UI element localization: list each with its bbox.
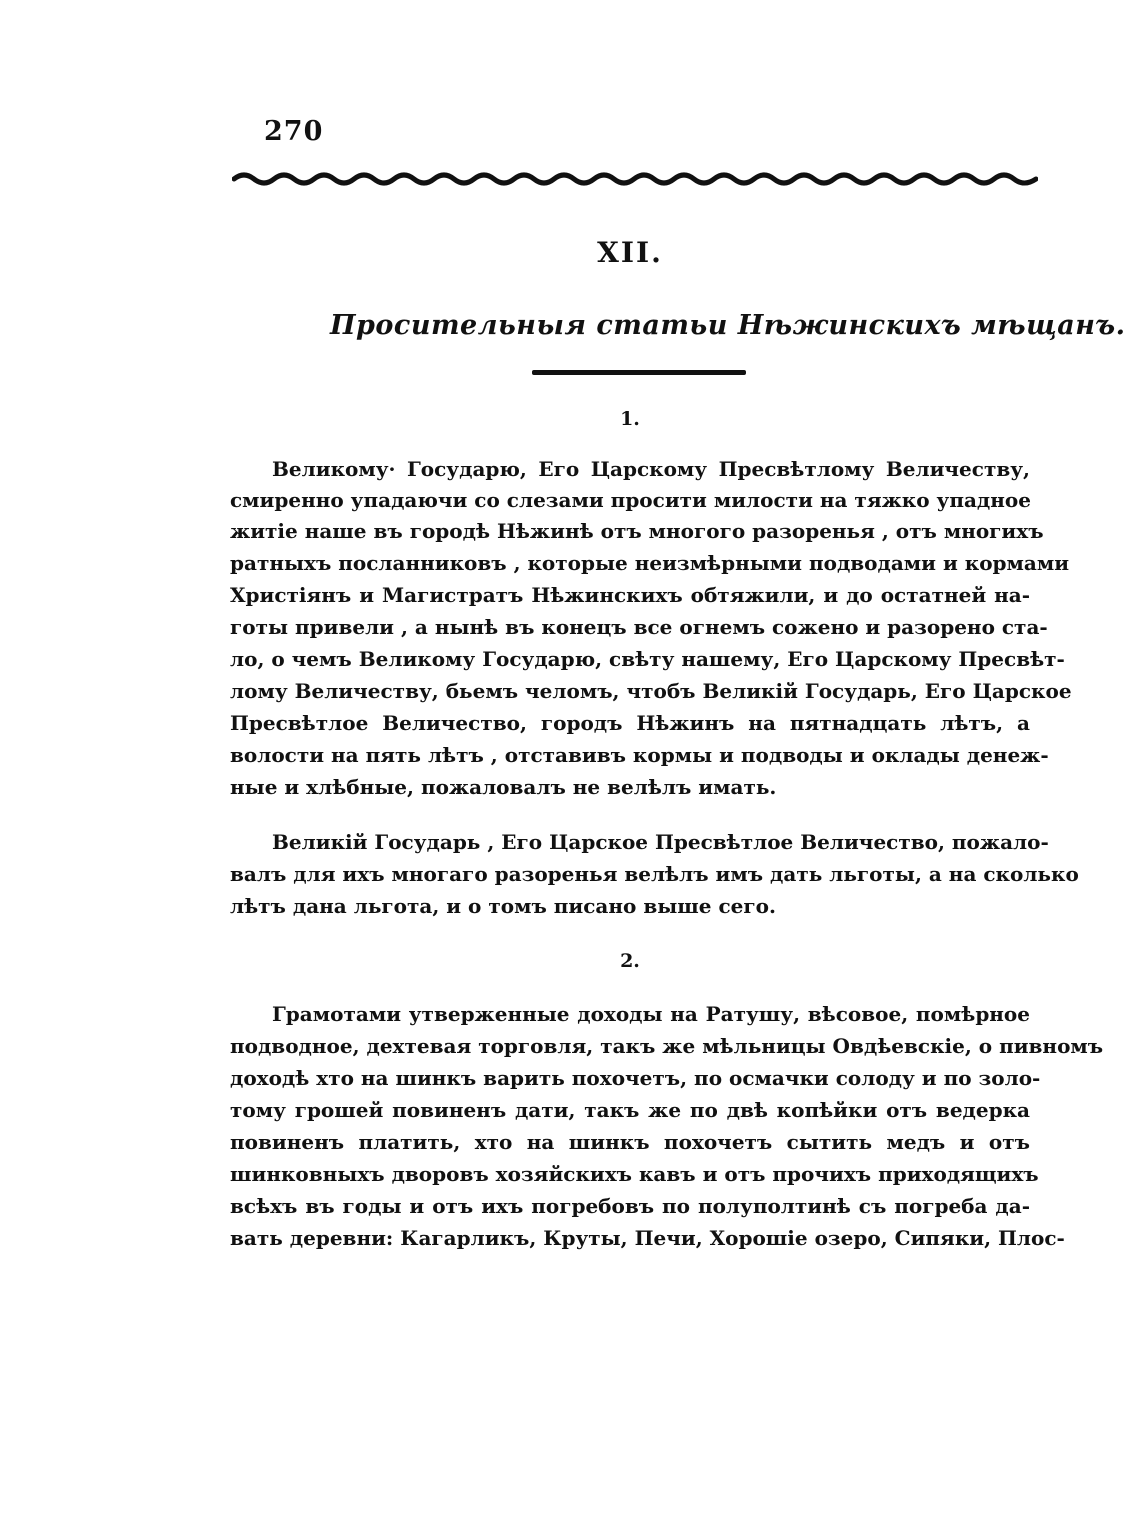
text-line: Великій Государь , Его Царское Пресвѣтлое Величество, пожало- xyxy=(272,830,1049,854)
text-line: лѣтъ дана льгота, и о томъ писано выше сего. xyxy=(230,894,776,918)
text-line: всѣхъ въ годы и отъ ихъ погребовъ по полуполтинѣ съ погреба да- xyxy=(230,1194,1030,1218)
text-line: волости на пять лѣтъ , отставивъ кормы и подводы и оклады денеж- xyxy=(230,743,1049,767)
text-line: доходѣ хто на шинкъ варить похочетъ, по осмачки солоду и по золо- xyxy=(230,1066,1041,1090)
page-number: 270 xyxy=(264,116,324,147)
text-line: лому Величеству, бьемъ челомъ, чтобъ Великій Государь, Его Царское xyxy=(230,679,1072,703)
article-number: 2. xyxy=(620,950,640,972)
text-line: ные и хлѣбные, пожаловалъ не велѣлъ имать. xyxy=(230,775,777,799)
text-line: валъ для ихъ многаго разоренья велѣлъ имъ дать льготы, а на сколько xyxy=(230,862,1079,886)
wavy-rule-divider xyxy=(232,168,1038,190)
text-line: повиненъ платить, хто на шинкъ похочетъ сытить медъ и отъ xyxy=(230,1130,1030,1154)
text-line: тому грошей повиненъ дати, такъ же по двѣ копѣйки отъ ведерка xyxy=(230,1098,1030,1122)
section-title: Просительныя статьи Нѣжинскихъ мѣщанъ. xyxy=(330,310,1126,341)
section-numeral: XII. xyxy=(597,236,663,269)
text-line: смиренно упадаючи со слезами просити милости на тяжко упадное xyxy=(230,488,1031,512)
text-line: Великому· Государю, Его Царскому Пресвѣтлому Величеству, xyxy=(272,457,1030,481)
text-line: Пресвѣтлое Величество, городъ Нѣжинъ на пятнадцать лѣтъ, а xyxy=(230,711,1030,735)
text-line: шинковныхъ дворовъ хозяйскихъ кавъ и отъ прочихъ приходящихъ xyxy=(230,1162,1039,1186)
article-number: 1. xyxy=(620,408,640,430)
text-line: Христіянъ и Магистратъ Нѣжинскихъ обтяжили, и до остатней на- xyxy=(230,583,1030,607)
text-line: подводное, дехтевая торговля, такъ же мѣльницы Овдѣевскіе, о пивномъ xyxy=(230,1034,1104,1058)
text-line: готы привели , а нынѣ въ конецъ все огнемъ сожено и разорено ста- xyxy=(230,615,1048,639)
text-line: житіе наше въ городѣ Нѣжинѣ отъ многого разоренья , отъ многихъ xyxy=(230,519,1044,543)
text-line: вать деревни: Кагарликъ, Круты, Печи, Хорошіе озеро, Сипяки, Плос- xyxy=(230,1226,1065,1250)
wavy-rule-path xyxy=(234,175,1036,183)
title-underline-rule xyxy=(532,370,746,375)
text-line: Грамотами утверженные доходы на Ратушу, вѣсовое, помѣрное xyxy=(272,1002,1030,1026)
text-line: ратныхъ посланниковъ , которые неизмѣрными подводами и кормами xyxy=(230,551,1070,575)
text-line: ло, о чемъ Великому Государю, свѣту нашему, Его Царскому Пресвѣт- xyxy=(230,647,1065,671)
